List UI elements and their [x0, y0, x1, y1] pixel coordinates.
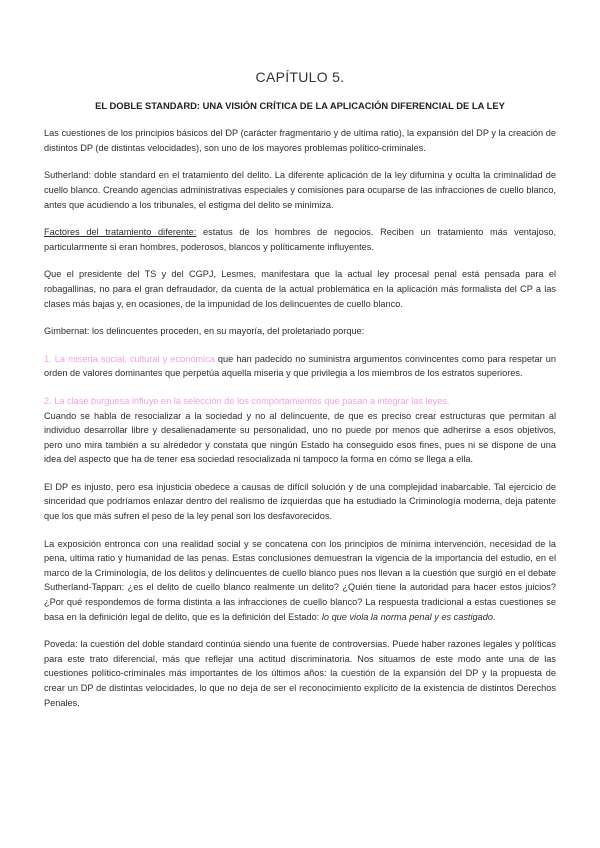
paragraph-sutherland: Sutherland: doble standard en el tratamiento del delito. La diferente aplicación de la ley difumina y oculta la criminalidad de cuello blanco. Creando agencias administrativas especiales y comisiones para ocuparse de las infracciones de cuello blanco, antes que acudiendo a los tribunales, el estigma del delito se minimiza. — [44, 170, 556, 210]
point-2-text: Cuando se habla de resocializar a la sociedad y no al delincuente, de que es preciso crear estructuras que permitan al individuo desarrollar libre y desalienadamente su personalidad, uno no puede por menos que adherirse a esos objetivos, pero uno mira también a su alrededor y constata que ningún Estado ha conseguido esos fines, pues ni se dispone de una idea del aspecto que ha de tener esa sociedad resocializada ni tampoco la forma en cómo se llega a ella. — [44, 410, 556, 465]
paragraph-gimbernat: Gimbernat: los delincuentes proceden, en su mayoría, del proletariado porque: — [44, 326, 365, 337]
paragraph-point-1 — [44, 352, 556, 381]
paragraph-poveda: Poveda: la cuestión del doble standard continúa siendo una fuente de controversias. Puede haber razones legales y políticas para este trato diferencial, más que reflejar una actitud discriminatoria. Nos situamos de este modo ante una de las cuestiones político-criminales más importantes de los últimos años: la cuestión de la expansión del DP y la propuesta de crear un DP de distintas velocidades, lo que no deja de ser el reconocimiento explícito de la existencia de distintos Derechos Penales. — [44, 639, 556, 708]
point-1-text: que han padecido no suministra argumentos convincentes como para respetar un orden de valores dominantes que perpetúa aquella miseria y que privilegia a los miembros de los estratos superiores. — [44, 353, 556, 379]
paragraph-exposition — [44, 537, 556, 625]
chapter-heading: CAPÍTULO 5. — [255, 69, 345, 85]
paragraph-intro: Las cuestiones de los principios básicos del DP (carácter fragmentario y de ultima ratio), la expansión del DP y la creación de distintos DP (de distintas velocidades), son uno de los mayores problemas político-criminales. — [44, 128, 556, 153]
exposition-italic: lo que viola la norma penal y es castigado — [321, 611, 493, 622]
point-1-label: 1. La miseria social, cultural y económica — [44, 353, 215, 364]
point-2-label: 2. La clase burguesa influye en la selección de los comportamientos que pasan a integrar las leyes. — [44, 395, 450, 406]
exposition-text: La exposición entronca con una realidad social y se concatena con los principios de mínima intervención, necesidad de la pena, ultima ratio y humanidad de las penas. Estas conclusiones demuestran la vigencia de la importancia del estudio, en el marco de la Criminología, de los delitos y delincuentes de cuello blanco pues nos llevan a la cuestión que surgió en el debate Sutherland-Tappan: ¿es el delito de cuello blanco realmente un delito? ¿Quién tiene la autoridad para hacer estos juicios? ¿Por qué respondemos de forma distinta a las infracciones de cuello blanco? La respuesta tradicional a estas cuestiones se basa en la definición legal de delito, que es la definición del Estado: — [44, 538, 556, 622]
factors-label: Factores del tratamiento diferente: — [44, 227, 197, 238]
paragraph-lesmes: Que el presidente del TS y del CGPJ, Lesmes, manifestara que la actual ley procesal penal está pensada para el robagallinas, no para el gran defraudador, da cuenta de la actual problemática en la aplicación más formalista del CP a las clases más bajas y, en ocasiones, de la impunidad de los delincuentes de cuello blanco. — [44, 269, 556, 309]
paragraph-point-2 — [44, 394, 556, 467]
paragraph-factors — [44, 225, 556, 254]
section-title: EL DOBLE STANDARD: UNA VISIÓN CRÍTICA DE LA APLICACIÓN DIFERENCIAL DE LA LEY — [95, 99, 505, 111]
exposition-end: . — [492, 611, 496, 622]
factors-text: estatus de los hombres de negocios. Reciben un tratamiento más ventajoso, particularmente si eran hombres, poderosos, blancos y políticamente influyentes. — [44, 227, 556, 252]
paragraph-injustice: El DP es injusto, pero esa injusticia obedece a causas de difícil solución y de una complejidad inabarcable. Tal ejercicio de sinceridad que podríamos enlazar dentro del realismo de izquierdas que ha estudiado la Criminología moderna, deja patente que los que más sufren el peso de la ley penal son los desfavorecidos. — [44, 481, 556, 522]
